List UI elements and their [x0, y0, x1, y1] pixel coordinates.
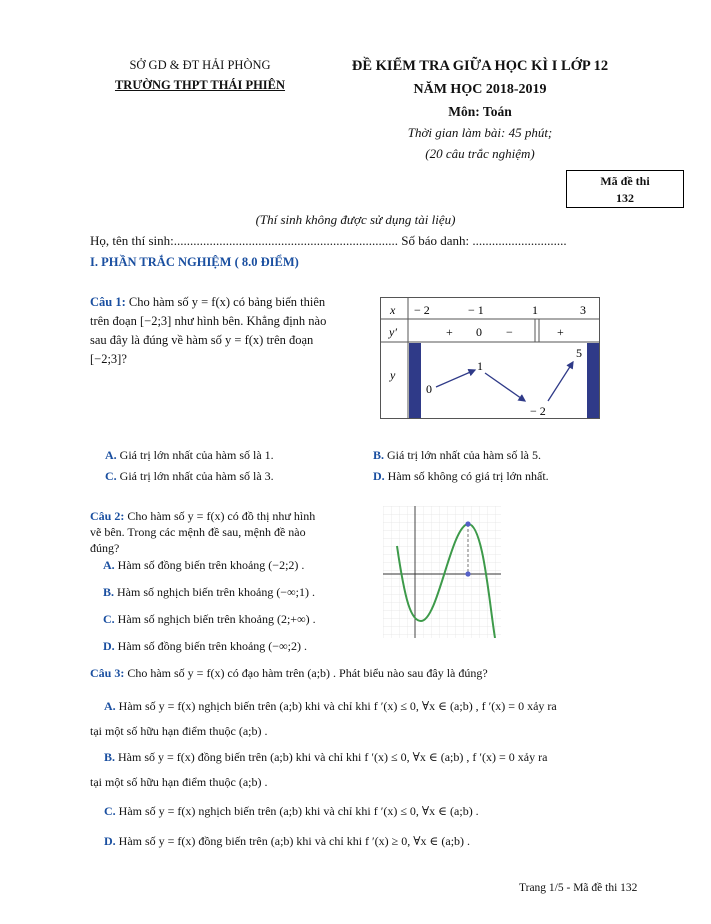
q3-option-a-label: A. [104, 699, 116, 713]
question-1-stem [90, 293, 360, 369]
q1-option-c-text: Giá trị lớn nhất của hàm số là 3. [119, 469, 274, 483]
variation-table [380, 297, 600, 419]
row-label-x: x [390, 303, 396, 317]
q3-option-c[interactable] [104, 804, 479, 819]
q3-option-c-text: Hàm số y = f(x) nghịch biến trên (a;b) khi và chỉ khi f ′(x) ≤ 0, ∀x ∈ (a;b) . [118, 804, 479, 818]
y-value-2: 1 [477, 359, 483, 373]
page-footer: Trang 1/5 - Mã đề thi 132 [519, 882, 638, 894]
q3-option-b[interactable] [90, 745, 650, 795]
time-limit: Thời gian làm bài: 45 phút; [407, 125, 553, 140]
q2-line-1: Cho hàm số y = f(x) có đồ thị như hình [127, 509, 316, 523]
q2-option-d[interactable] [103, 639, 307, 654]
q1-option-a[interactable] [105, 448, 274, 463]
sign-3: − [506, 325, 513, 339]
y-value-3: − 2 [530, 404, 546, 418]
x-point [465, 571, 470, 576]
q3-option-d-label: D. [104, 834, 116, 848]
q1-option-b-text: Giá trị lớn nhất của hàm số là 5. [387, 448, 541, 462]
q1-line-3: sau đây là đúng về hàm số y = f(x) trên đoạn [90, 333, 314, 347]
q2-option-d-label: D. [103, 639, 115, 653]
department: SỞ GD & ĐT HẢI PHÒNG [129, 58, 271, 72]
q1-line-1: Cho hàm số y = f(x) có bảng biến thiên [128, 295, 326, 309]
function-graph [383, 506, 501, 638]
q1-option-d[interactable] [373, 469, 549, 484]
q3-option-a[interactable] [90, 694, 650, 744]
school-year: NĂM HỌC 2018-2019 [413, 82, 547, 97]
q2-option-a-label: A. [103, 558, 115, 572]
q1-label: Câu 1: [90, 295, 126, 309]
sign-4: + [557, 325, 564, 339]
q2-option-a-text: Hàm số đồng biến trên khoảng (−2;2) . [117, 558, 305, 572]
q2-option-c-label: C. [103, 612, 115, 626]
q2-line-3: đúng? [90, 541, 120, 555]
q2-option-c[interactable] [103, 612, 316, 627]
section-title: I. PHẦN TRẮC NGHIỆM ( 8.0 ĐIỂM) [90, 255, 299, 269]
no-materials-note: (Thí sinh không được sử dụng tài liệu) [255, 212, 456, 227]
question-2-stem [90, 508, 360, 556]
sign-2: 0 [476, 325, 482, 339]
q2-line-2: vẽ bên. Trong các mệnh đề sau, mệnh đề nào [90, 525, 306, 539]
question-count: (20 câu trắc nghiệm) [425, 146, 535, 161]
q3-stem-text: Cho hàm số y = f(x) có đạo hàm trên (a;b) . Phát biểu nào sau đây là đúng? [127, 666, 488, 680]
q3-option-a-text: Hàm số y = f(x) nghịch biến trên (a;b) khi và chỉ khi f ′(x) ≤ 0, ∀x ∈ (a;b) , f ′(x) = 0 xảy ra [118, 699, 557, 713]
q3-label: Câu 3: [90, 666, 125, 680]
q3-option-b-label: B. [104, 750, 116, 764]
left-bar [409, 343, 421, 418]
q1-option-b[interactable] [373, 448, 541, 463]
q2-label: Câu 2: [90, 509, 125, 523]
q1-option-b-label: B. [373, 448, 385, 462]
x-value-4: 3 [580, 303, 586, 317]
q3-option-a-continuation: tại một số hữu hạn điểm thuộc (a;b) . [90, 724, 268, 738]
right-bar [587, 343, 599, 418]
q1-option-d-text: Hàm số không có giá trị lớn nhất. [387, 469, 549, 483]
sign-1: + [446, 325, 453, 339]
y-value-4: 5 [576, 346, 582, 360]
q1-option-a-text: Giá trị lớn nhất của hàm số là 1. [119, 448, 274, 462]
x-value-3: 1 [532, 303, 538, 317]
question-3-stem [90, 666, 488, 681]
q1-option-c[interactable] [105, 469, 274, 484]
exam-code-label: Mã đề thi [600, 174, 650, 188]
q3-option-d[interactable] [104, 834, 470, 849]
q2-option-b-text: Hàm số nghịch biến trên khoảng (−∞;1) . [117, 585, 315, 599]
q2-option-b-label: B. [103, 585, 115, 599]
row-label-y: y [390, 368, 396, 382]
q1-line-4: [−2;3]? [90, 352, 127, 366]
row-label-yprime: y′ [389, 325, 397, 339]
q1-line-2: trên đoạn [−2;3] như hình bên. Khẳng định nào [90, 314, 327, 328]
q2-option-c-text: Hàm số nghịch biến trên khoảng (2;+∞) . [117, 612, 316, 626]
q3-option-b-continuation: tại một số hữu hạn điểm thuộc (a;b) . [90, 775, 268, 789]
x-value-1: − 2 [414, 303, 430, 317]
q2-option-b[interactable] [103, 585, 315, 600]
q1-option-c-label: C. [105, 469, 117, 483]
exam-code-box [566, 170, 684, 208]
q2-option-a[interactable] [103, 558, 304, 573]
exam-title: ĐỀ KIỂM TRA GIỮA HỌC KÌ I LỚP 12 [351, 58, 609, 74]
q1-option-a-label: A. [105, 448, 117, 462]
max-point [465, 521, 470, 526]
y-value-1: 0 [426, 382, 432, 396]
q3-option-d-text: Hàm số y = f(x) đồng biến trên (a;b) khi và chỉ khi f ′(x) ≥ 0, ∀x ∈ (a;b) . [118, 834, 471, 848]
q2-option-d-text: Hàm số đồng biến trên khoảng (−∞;2) . [117, 639, 307, 653]
x-value-2: − 1 [468, 303, 484, 317]
q3-option-b-text: Hàm số y = f(x) đồng biến trên (a;b) khi và chỉ khi f ′(x) ≤ 0, ∀x ∈ (a;b) , f ′(x) = 0 xảy ra [118, 750, 548, 764]
school-name: TRƯỜNG THPT THÁI PHIÊN [114, 78, 286, 92]
q1-option-d-label: D. [373, 469, 385, 483]
student-info-line: Họ, tên thí sinh:..................................................................... Số báo danh: ............................. [90, 233, 567, 248]
exam-code: 132 [616, 191, 634, 205]
q3-option-c-label: C. [104, 804, 116, 818]
subject: Môn: Toán [448, 104, 512, 119]
